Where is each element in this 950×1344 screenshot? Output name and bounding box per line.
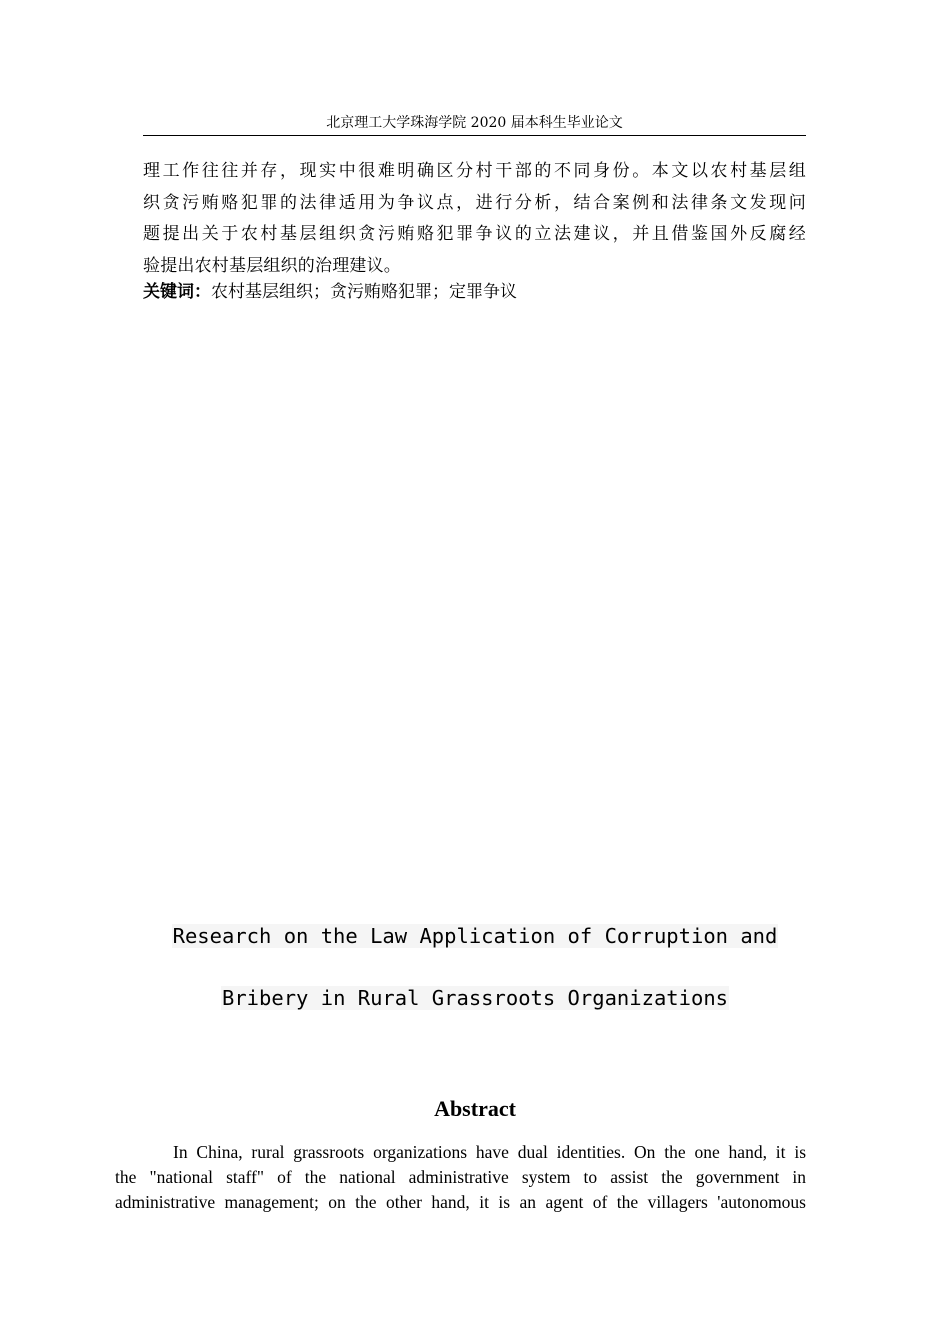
english-abstract-line: administrative management; on the other hand, it is an agent of the villagers 'autonomous [115, 1192, 806, 1212]
chinese-abstract-paragraph [143, 156, 806, 282]
keywords-line [143, 280, 806, 304]
english-abstract-paragraph [115, 1140, 806, 1215]
chinese-abstract-line: 验提出农村基层组织的治理建议。 [143, 255, 401, 276]
keywords-text: 农村基层组织；贪污贿赂犯罪；定罪争议 [211, 282, 517, 302]
english-title-text: Research on the Law Application of Corruption and [172, 924, 778, 948]
english-abstract-line: In China, rural grassroots organizations have dual identities. On the one hand, it is [173, 1142, 806, 1162]
english-abstract-line: the "national staff" of the national administrative system to assist the government in [115, 1167, 806, 1187]
keywords-label: 关键词： [143, 282, 211, 302]
abstract-heading: Abstract [434, 1096, 516, 1121]
english-title-line-1 [0, 922, 950, 950]
english-title-text: Bribery in Rural Grassroots Organizations [221, 986, 729, 1010]
english-title-line-2 [0, 984, 950, 1012]
header-text: 北京理工大学珠海学院 2020 届本科生毕业论文 [326, 115, 623, 131]
chinese-abstract-line: 题提出关于农村基层组织贪污贿赂犯罪争议的立法建议，并且借鉴国外反腐经 [143, 224, 806, 244]
page-header [143, 114, 806, 136]
chinese-abstract-line: 织贪污贿赂犯罪的法律适用为争议点，进行分析，结合案例和法律条文发现问 [143, 192, 806, 213]
chinese-abstract-line: 理工作往往并存，现实中很难明确区分村干部的不同身份。本文以农村基层组 [143, 161, 806, 181]
